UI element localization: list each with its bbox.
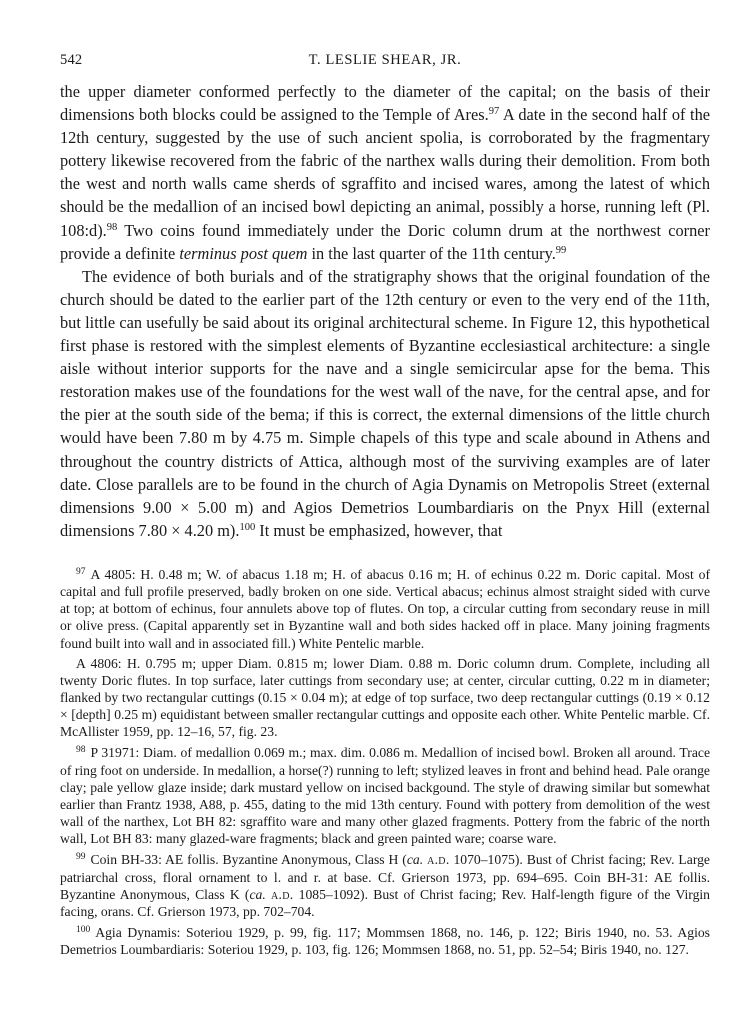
footnote-number: 98 [76, 745, 86, 756]
paragraph [60, 80, 710, 265]
running-title: T. LESLIE SHEAR, JR. [308, 52, 462, 68]
footnote-97-continued [60, 655, 710, 741]
footnote-number: 99 [76, 852, 86, 863]
italic-term: terminus post quem [179, 243, 308, 263]
footnote-text: Coin BH-33: AE follis. Byzantine Anonymous, Class H ( [90, 852, 407, 868]
small-caps-abbrev: a.d. [270, 886, 294, 902]
text-run: It must be emphasized, however, that [255, 520, 503, 540]
footnotes [60, 566, 710, 958]
footnote-ref-99[interactable]: 99 [555, 244, 567, 256]
footnote-text: P 31971: Diam. of medallion 0.069 m.; max. dim. 0.086 m. Medallion of incised bowl. Broken all around. Trace of ring foot on underside. In medallion, a horse(?) running to left; stylized leaves in front and behind head. Pale orange clay; pale yellow glaze inside; dark mustard yellow on incised backgound. The style of drawing similar but somewhat earlier than Frantz 1938, A88, p. 455, dating to the mid 13th century. Found with pottery from demolition of the west wall of the narthex, Lot BH 82: sgraffito ware and many other glazed fragments. Pottery from the fabric of the north wall, Lot BH 83: many glazed-ware fragments; black and green painted ware; coarse ware. [60, 745, 710, 847]
footnote-number: 100 [76, 925, 91, 935]
footnote-number: 97 [76, 566, 86, 577]
text-run: Two coins found immediately under the Doric column drum at the northwest corner provide a definite [60, 220, 710, 263]
footnote-ref-100[interactable]: 100 [239, 521, 256, 533]
footnote-100 [60, 924, 710, 958]
footnote-text: Agia Dynamis: Soteriou 1929, p. 99, fig. 117; Mommsen 1868, no. 146, p. 122; Biris 1940, no. 53. Agios Demetrios Loumbardiaris: Soteriou 1929, p. 103, fig. 126; Mommsen 1868, no. 51, pp. 52–54; Biris 1940, no. 127. [60, 925, 710, 958]
small-caps-abbrev: a.d. [427, 852, 450, 868]
footnote-99 [60, 851, 710, 920]
footnote-text: 1085–1092). Bust of Christ facing; Rev. Half-length figure of the Virgin facing, orans. Cf. Grierson 1973, pp. 702–704. [60, 886, 710, 919]
footnote-ref-98[interactable]: 98 [106, 221, 118, 233]
page-number: 542 [60, 52, 83, 68]
footnote-98 [60, 744, 710, 847]
page [60, 38, 710, 958]
footnote-text: 1070–1075). Bust of Christ facing; Rev. Large patriarchal cross, floral ornament to l. and r. at base. Cf. Grierson 1973, pp. 694–695. Coin BH-31: AE follis. Byzantine Anonymous, Class K ( [60, 852, 710, 902]
footnote-ref-97[interactable]: 97 [488, 106, 500, 118]
footnote-text: A 4805: H. 0.48 m; W. of abacus 1.18 m; H. of abacus 0.16 m; H. of echinus 0.22 m. Doric capital. Most of capital and full profile preserved, badly broken on one side. Vertical abacus; echinus almost straight sided with curve at top; at bottom of echinus, four annulets above top of flutes. On top, a circular cutting from secondary reuse in mill or olive press. (Capital apparently set in Byzantine wall and both sides hacked off in place. Many joining fragments found built into wall and in associated fill.) White Pentelic marble. [60, 566, 710, 651]
body-text [60, 80, 710, 542]
text-run: the upper diameter conformed perfectly to the diameter of the capital; on the basis of their dimensions both blocks could be assigned to the Temple of Ares. [60, 82, 710, 125]
running-head [60, 38, 710, 68]
text-run: in the last quarter of the 11th century. [307, 243, 556, 263]
text-run: A date in the second half of the 12th century, suggested by the use of such ancient spolia, is corroborated by the fragmentary pottery likewise recovered from the fabric of the narthex walls during their demolition. From both the west and north walls came sherds of sgraffito and incised wares, among the latest of which should be the medallion of an incised bowl depicting an animal, possibly a horse, running left (Pl. 108:d). [60, 105, 710, 240]
italic-abbrev: ca. [249, 886, 266, 902]
footnote-text: A 4806: H. 0.795 m; upper Diam. 0.815 m; lower Diam. 0.88 m. Doric column drum. Complete, including all twenty Doric flutes. In top surface, later cuttings from secondary use; at center, circular cutting, 0.22 m in diameter; flanked by two rectangular cuttings (0.15 × 0.04 m); at edge of top surface, two deep rectangular cuttings (0.19 × 0.12 × [depth] 0.25 m) equidistant between smaller rectangular cuttings and opposite each other. White Pentelic marble. Cf. McAllister 1959, pp. 12–16, 57, fig. 23. [60, 655, 710, 740]
paragraph [60, 265, 710, 542]
italic-abbrev: ca. [406, 852, 424, 868]
text-run: The evidence of both burials and of the stratigraphy shows that the original foundation of the church should be dated to the earlier part of the 12th century or even to the very end of the 11th, but little can usefully be said about its original architectural scheme. In Figure 12, this hypothetical first phase is restored with the simplest elements of Byzantine ecclesiastical architecture: a single aisle without interior supports for the nave and a single semicircular apse for the bema. This restoration makes use of the foundations for the west wall of the nave, for the central apse, and for the pier at the south side of the bema; if this is correct, the external dimensions of the little church would have been 7.80 m by 4.75 m. Simple chapels of this type and scale abound in Athens and throughout the country districts of Attica, although most of the surviving examples are of later date. Close parallels are to be found in the church of Agia Dynamis on Metropolis Street (external dimensions 9.00 × 5.00 m) and Agios Demetrios Loumbardiaris on the Pnyx Hill (external dimensions 7.80 × 4.20 m). [60, 266, 710, 540]
footnote-97 [60, 566, 710, 652]
